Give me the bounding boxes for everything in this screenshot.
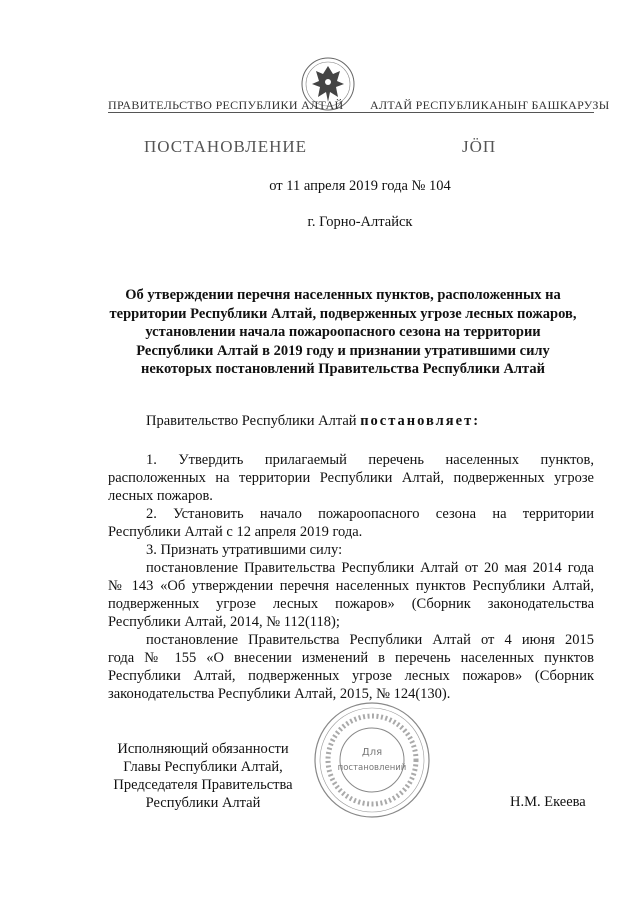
item-1-line: лесных пожаров.: [108, 488, 213, 504]
signatory-line: Исполняющий обязанности: [117, 741, 289, 757]
repealed-2-line: Республики Алтай, подверженных угрозе лесных пожаров» (Сборник: [108, 668, 594, 684]
header-org-ru: ПРАВИТЕЛЬСТВО РЕСПУБЛИКИ АЛТАЙ: [108, 98, 344, 112]
title-line: территории Республики Алтай, подверженных угрозе лесных пожаров,: [109, 305, 577, 322]
signatory-line: Главы Республики Алтай,: [123, 759, 283, 775]
signatory-line: Председателя Правительства: [113, 777, 293, 793]
item-1-line: расположенных на территории Республики Алтай, подверженных угрозе: [108, 470, 594, 486]
doc-type-ru: ПОСТАНОВЛЕНИЕ: [144, 137, 308, 156]
doc-type-alt: ЈӦП: [462, 137, 497, 156]
repealed-2-line: года № 155 «О внесении изменений в перечень населенных пунктов: [108, 650, 594, 666]
signatory-line: Республики Алтай: [145, 795, 261, 811]
repealed-1-line: подверженных угрозе лесных пожаров» (Сборник законодательства: [108, 596, 594, 612]
title-line: Республики Алтай в 2019 году и признании утратившими силу: [136, 342, 550, 359]
repealed-2-line: постановление Правительства Республики Алтай от 4 июня 2015: [146, 632, 594, 648]
item-2-line: 2. Установить начало пожароопасного сезона на территории: [146, 506, 594, 522]
preamble-action: постановляет:: [360, 413, 481, 429]
title-line: некоторых постановлений Правительства Республики Алтай: [141, 361, 545, 377]
title-line: Об утверждении перечня населенных пунктов, расположенных на: [125, 287, 561, 303]
title-line: установлении начала пожароопасного сезона на территории: [145, 324, 541, 340]
signatory-title: [108, 740, 298, 812]
signatory-name: Н.М. Екеева: [510, 794, 586, 810]
preamble-text: Правительство Республики Алтай: [146, 413, 361, 429]
date-line: от 11 апреля 2019 года № 104: [269, 178, 451, 194]
city-line: г. Горно-Алтайск: [307, 214, 413, 230]
repealed-1-line: Республики Алтай, 2014, № 112(118);: [108, 614, 340, 630]
stamp-inner-top: Для: [361, 747, 383, 758]
repealed-1-line: № 143 «Об утверждении перечня населенных пунктов Республики Алтай,: [108, 578, 594, 594]
resolution-body: [108, 451, 594, 703]
stamp-inner-bottom: постановлений: [337, 763, 407, 773]
document-title: [100, 286, 586, 379]
repealed-1-line: постановление Правительства Республики Алтай от 20 мая 2014 года: [146, 560, 594, 576]
official-stamp: [312, 700, 432, 820]
item-2-line: Республики Алтай с 12 апреля 2019 года.: [108, 524, 363, 540]
item-3-line: 3. Признать утратившими силу:: [146, 542, 343, 558]
item-1-line: 1. Утвердить прилагаемый перечень населенных пунктов,: [146, 452, 594, 468]
repealed-2-line: законодательства Республики Алтай, 2015, № 124(130).: [108, 686, 451, 702]
preamble: [108, 412, 594, 430]
header-org-alt: АЛТАЙ РЕСПУБЛИКАНЫҤ БАШКАРУЗЫ: [370, 98, 610, 112]
